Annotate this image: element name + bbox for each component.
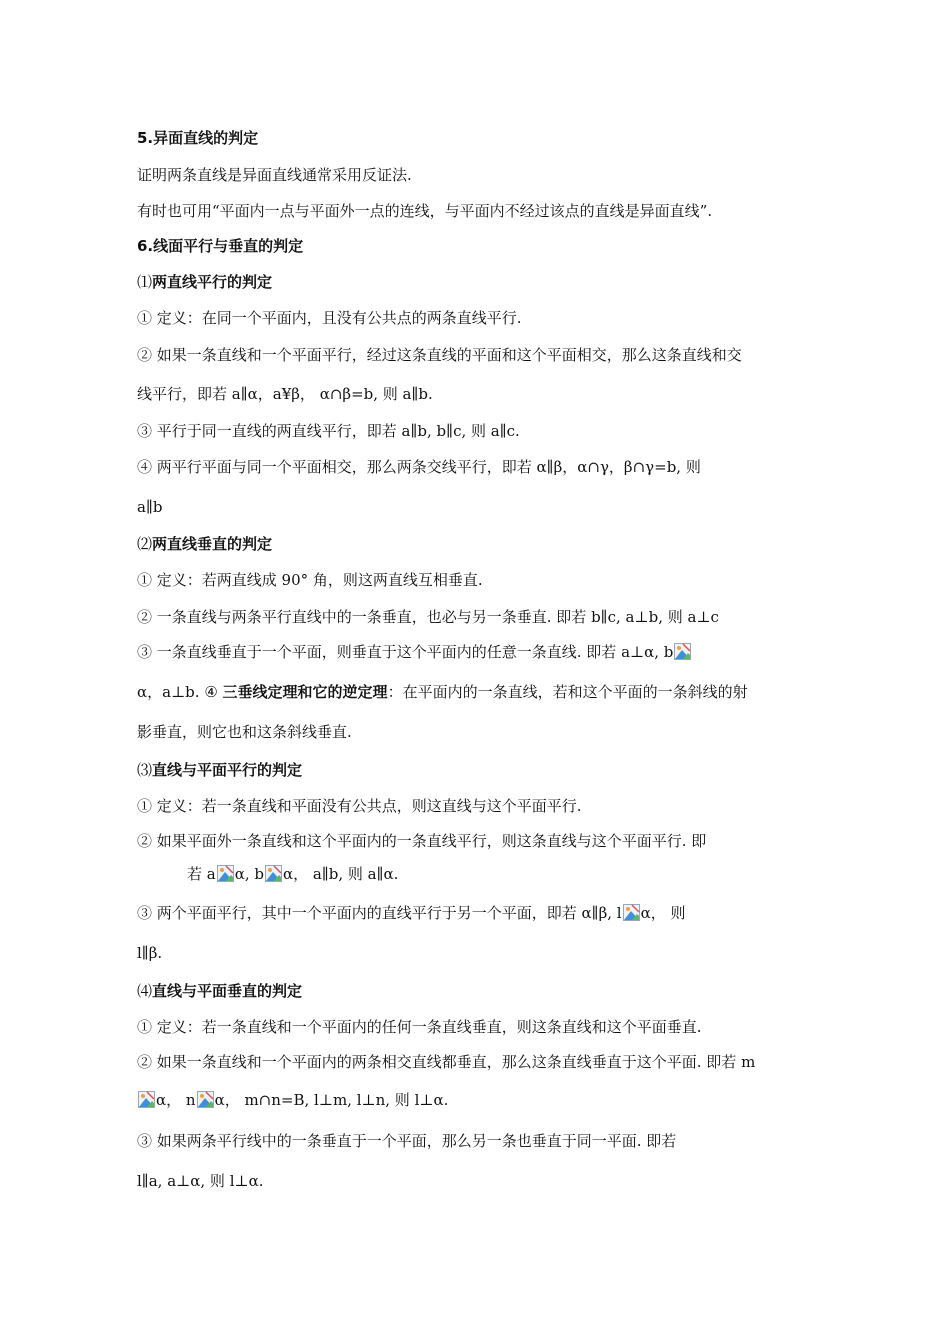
subsection-3-heading (137, 760, 302, 780)
paragraph: ② 如果一条直线和一个平面平行，经过这条直线的平面和这个平面相交，那么这条直线和交 (137, 346, 742, 364)
subsection-title: 两直线平行的判定 (152, 273, 273, 291)
paragraph (137, 903, 686, 923)
paragraph: ① 定义：若一条直线和平面没有公共点，则这直线与这个平面平行. (137, 797, 582, 815)
broken-image-icon (674, 643, 691, 660)
paragraph (137, 642, 692, 662)
text: ③ 一条直线垂直于一个平面，则垂直于这个平面内的任意一条直线. 即若 a⊥α, b (137, 643, 674, 661)
text: ③ 两个平面平行，其中一个平面内的直线平行于另一个平面，即若 α∥β, l (137, 904, 622, 922)
paragraph (137, 682, 748, 702)
paragraph: ④ 两平行平面与同一个平面相交，那么两条交线平行，即若 α∥β，α∩γ，β∩γ=b, 则 (137, 458, 701, 476)
text: α，a⊥b. ④ (137, 683, 223, 701)
broken-image-icon (197, 1091, 214, 1108)
paragraph: ③ 如果两条平行线中的一条垂直于一个平面，那么另一条也垂直于同一平面. 即若 (137, 1132, 677, 1150)
subsection-title: 直线与平面垂直的判定 (152, 982, 303, 1000)
broken-image-icon (217, 865, 234, 882)
subsection-2-heading (137, 534, 272, 554)
paragraph: ① 定义：若两直线成 90° 角，则这两直线互相垂直. (137, 571, 483, 589)
subsection-number: ⑴ (137, 273, 153, 291)
theorem-name: 三垂线定理和它的逆定理 (222, 683, 388, 701)
paragraph: 有时也可用“平面内一点与平面外一点的连线，与平面内不经过该点的直线是异面直线”. (137, 202, 713, 220)
section-5-heading: 5.异面直线的判定 (137, 129, 259, 147)
paragraph: ① 定义：在同一个平面内，且没有公共点的两条直线平行. (137, 309, 522, 327)
text: 若 a (187, 865, 216, 883)
subsection-number: ⑷ (137, 982, 153, 1000)
text: α, b (234, 865, 264, 883)
paragraph (137, 1090, 448, 1110)
subsection-number: ⑵ (137, 535, 153, 553)
text: ：在平面内的一条直线，若和这个平面的一条斜线的射 (387, 683, 748, 701)
subsection-1-heading (137, 272, 272, 292)
paragraph: ② 一条直线与两条平行直线中的一条垂直，也必与另一条垂直. 即若 b∥c, a⊥b, 则 a⊥c (137, 608, 719, 626)
subsection-title: 直线与平面平行的判定 (152, 761, 303, 779)
paragraph: l∥β. (137, 944, 163, 962)
text: α， m∩n=B, l⊥m, l⊥n, 则 l⊥α. (214, 1091, 449, 1109)
section-6-heading: 6.线面平行与垂直的判定 (137, 237, 304, 255)
paragraph: ③ 平行于同一直线的两直线平行，即若 a∥b, b∥c, 则 a∥c. (137, 422, 520, 440)
paragraph: ② 如果一条直线和一个平面内的两条相交直线都垂直，那么这条直线垂直于这个平面. 即若 m (137, 1053, 756, 1071)
broken-image-icon (623, 904, 640, 921)
subsection-title: 两直线垂直的判定 (152, 535, 273, 553)
broken-image-icon (138, 1091, 155, 1108)
paragraph (187, 864, 398, 884)
paragraph: 证明两条直线是异面直线通常采用反证法. (137, 166, 412, 184)
text: α， 则 (640, 904, 686, 922)
text: α， a∥b, 则 a∥α. (283, 865, 399, 883)
text: α， n (156, 1091, 196, 1109)
broken-image-icon (265, 865, 282, 882)
paragraph: l∥a, a⊥α, 则 l⊥α. (137, 1172, 264, 1190)
paragraph: ② 如果平面外一条直线和这个平面内的一条直线平行，则这条直线与这个平面平行. 即 (137, 832, 707, 850)
subsection-4-heading (137, 981, 302, 1001)
paragraph: 线平行，即若 a∥α，a¥β， α∩β=b, 则 a∥b. (137, 385, 433, 403)
paragraph: 影垂直，则它也和这条斜线垂直. (137, 723, 352, 741)
subsection-number: ⑶ (137, 761, 153, 779)
paragraph: ① 定义：若一条直线和一个平面内的任何一条直线垂直，则这条直线和这个平面垂直. (137, 1018, 702, 1036)
paragraph: a∥b (137, 498, 163, 516)
